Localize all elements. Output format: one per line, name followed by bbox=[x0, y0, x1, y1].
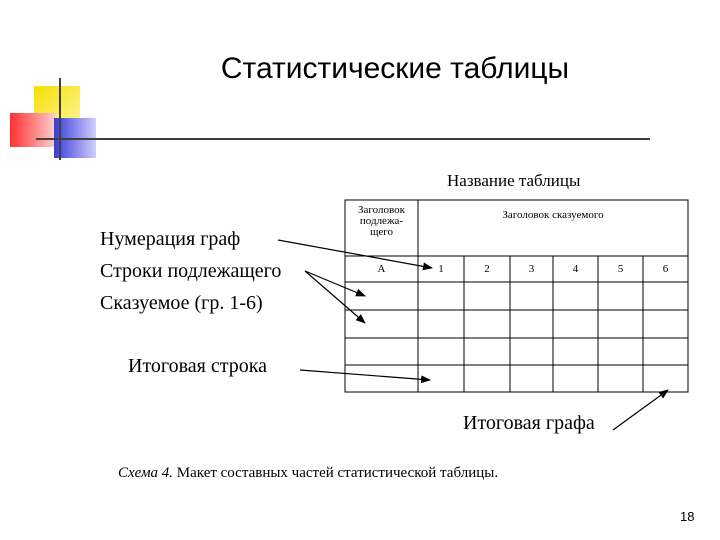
column-number-3: 3 bbox=[528, 263, 535, 275]
page-title: Статистические таблицы bbox=[220, 52, 570, 85]
arrow-total-row bbox=[300, 370, 430, 380]
arrow-subject-row-2 bbox=[305, 271, 365, 323]
caption-text: Макет составных частей статистической таблицы. bbox=[173, 465, 499, 481]
label-predicate: Сказуемое (гр. 1-6) bbox=[100, 292, 263, 314]
caption-prefix: Схема 4. bbox=[118, 465, 174, 481]
column-letter: А bbox=[377, 263, 386, 275]
column-number-4: 4 bbox=[572, 263, 579, 275]
predicate-header: Заголовок сказуемого bbox=[502, 209, 604, 221]
label-total-row: Итоговая строка bbox=[128, 355, 268, 377]
column-number-6: 6 bbox=[662, 263, 669, 275]
arrow-total-column bbox=[613, 390, 668, 430]
page-number: 18 bbox=[680, 509, 695, 524]
column-number-5: 5 bbox=[617, 263, 624, 275]
figure-caption bbox=[118, 465, 498, 482]
label-subject-rows: Строки подлежащего bbox=[100, 260, 282, 282]
label-column-numbering: Нумерация граф bbox=[100, 228, 241, 250]
label-total-column: Итоговая графа bbox=[463, 412, 595, 434]
subject-header: Заголовок подлежа- щего bbox=[358, 204, 405, 238]
column-number-1: 1 bbox=[438, 263, 444, 275]
column-number-2: 2 bbox=[484, 263, 490, 275]
table-name: Название таблицы bbox=[447, 171, 581, 190]
